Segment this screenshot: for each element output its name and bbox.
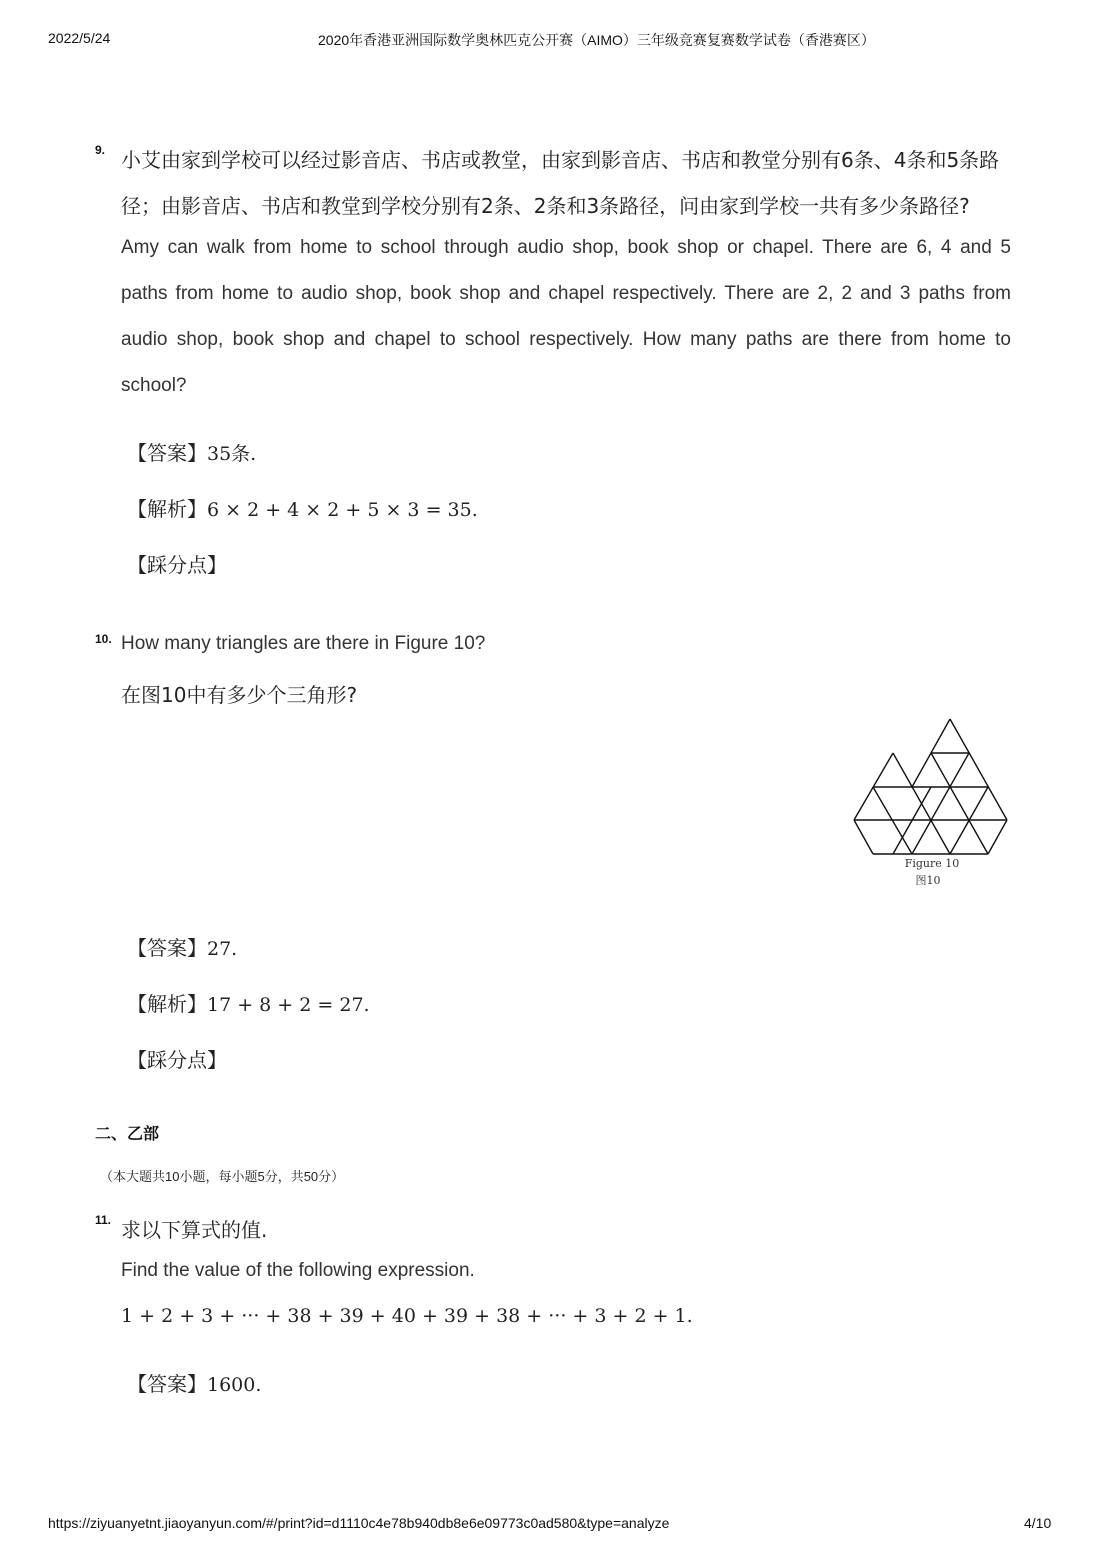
question-number-9: 9. bbox=[95, 143, 106, 157]
answer-label: 【答案】 bbox=[127, 441, 207, 465]
answer-label: 【答案】 bbox=[127, 936, 207, 960]
q9-english-line-2: paths from home to audio shop, book shop and chapel respectively. There are 2, 2 and 3 paths from bbox=[121, 283, 1011, 304]
figure-caption-en: Figure 10 bbox=[904, 857, 960, 870]
q10-analysis bbox=[127, 988, 370, 1017]
print-date: 2022/5/24 bbox=[48, 30, 111, 46]
answer-value: 1600. bbox=[207, 1374, 262, 1396]
q9-analysis bbox=[127, 493, 478, 522]
q11-chinese: 求以下算式的值. bbox=[121, 1218, 268, 1242]
q11-english: Find the value of the following expression. bbox=[121, 1260, 475, 1281]
q9-chinese-line-2: 径；由影音店、书店和教堂到学校分别有2条、2条和3条路径，问由家到学校一共有多少条路径? bbox=[121, 194, 970, 218]
analysis-label: 【解析】 bbox=[127, 497, 207, 521]
triangle-figure bbox=[850, 716, 1012, 856]
page-number: 4/10 bbox=[1024, 1515, 1052, 1531]
q11-answer bbox=[127, 1368, 261, 1397]
analysis-value: 17 + 8 + 2 = 27. bbox=[207, 994, 370, 1016]
question-number-10: 10. bbox=[95, 632, 112, 646]
q10-answer bbox=[127, 932, 237, 961]
document-title: 2020年香港亚洲国际数学奥林匹克公开赛（AIMO）三年级竞赛复赛数学试卷（香港赛区） bbox=[318, 32, 875, 48]
analysis-value: 6 × 2 + 4 × 2 + 5 × 3 = 35. bbox=[207, 499, 478, 521]
q9-chinese-line-1: 小艾由家到学校可以经过影音店、书店或教堂，由家到影音店、书店和教堂分别有6条、4条和5条路 bbox=[121, 148, 1000, 172]
q9-english-line-4: school? bbox=[121, 375, 187, 396]
page-url[interactable]: https://ziyuanyetnt.jiaoyanyun.com/#/print?id=d1110c4e78b940db8e6e09773c0ad580&type=analyze bbox=[48, 1515, 670, 1531]
figure-caption-cn: 图10 bbox=[915, 874, 941, 887]
answer-label: 【答案】 bbox=[127, 1372, 207, 1396]
q10-chinese: 在图10中有多少个三角形? bbox=[121, 683, 358, 707]
q9-answer bbox=[127, 437, 256, 466]
q9-english-line-3: audio shop, book shop and chapel to school respectively. How many paths are there from home to bbox=[121, 329, 1011, 350]
q10-english: How many triangles are there in Figure 10? bbox=[121, 633, 486, 654]
analysis-label: 【解析】 bbox=[127, 992, 207, 1016]
q9-points-label: 【踩分点】 bbox=[127, 553, 227, 577]
q10-points-label: 【踩分点】 bbox=[127, 1048, 227, 1072]
q9-english-line-1: Amy can walk from home to school through audio shop, book shop or chapel. There are 6, 4 and 5 bbox=[121, 237, 1011, 258]
answer-value: 35条. bbox=[207, 443, 257, 465]
answer-value: 27. bbox=[207, 938, 238, 960]
section-note: （本大题共10小题，每小题5分，共50分） bbox=[100, 1169, 345, 1184]
q11-expression: 1 + 2 + 3 + ··· + 38 + 39 + 40 + 39 + 38 + ··· + 3 + 2 + 1. bbox=[121, 1305, 693, 1327]
question-number-11: 11. bbox=[95, 1213, 112, 1227]
section-title: 二、乙部 bbox=[95, 1126, 160, 1143]
